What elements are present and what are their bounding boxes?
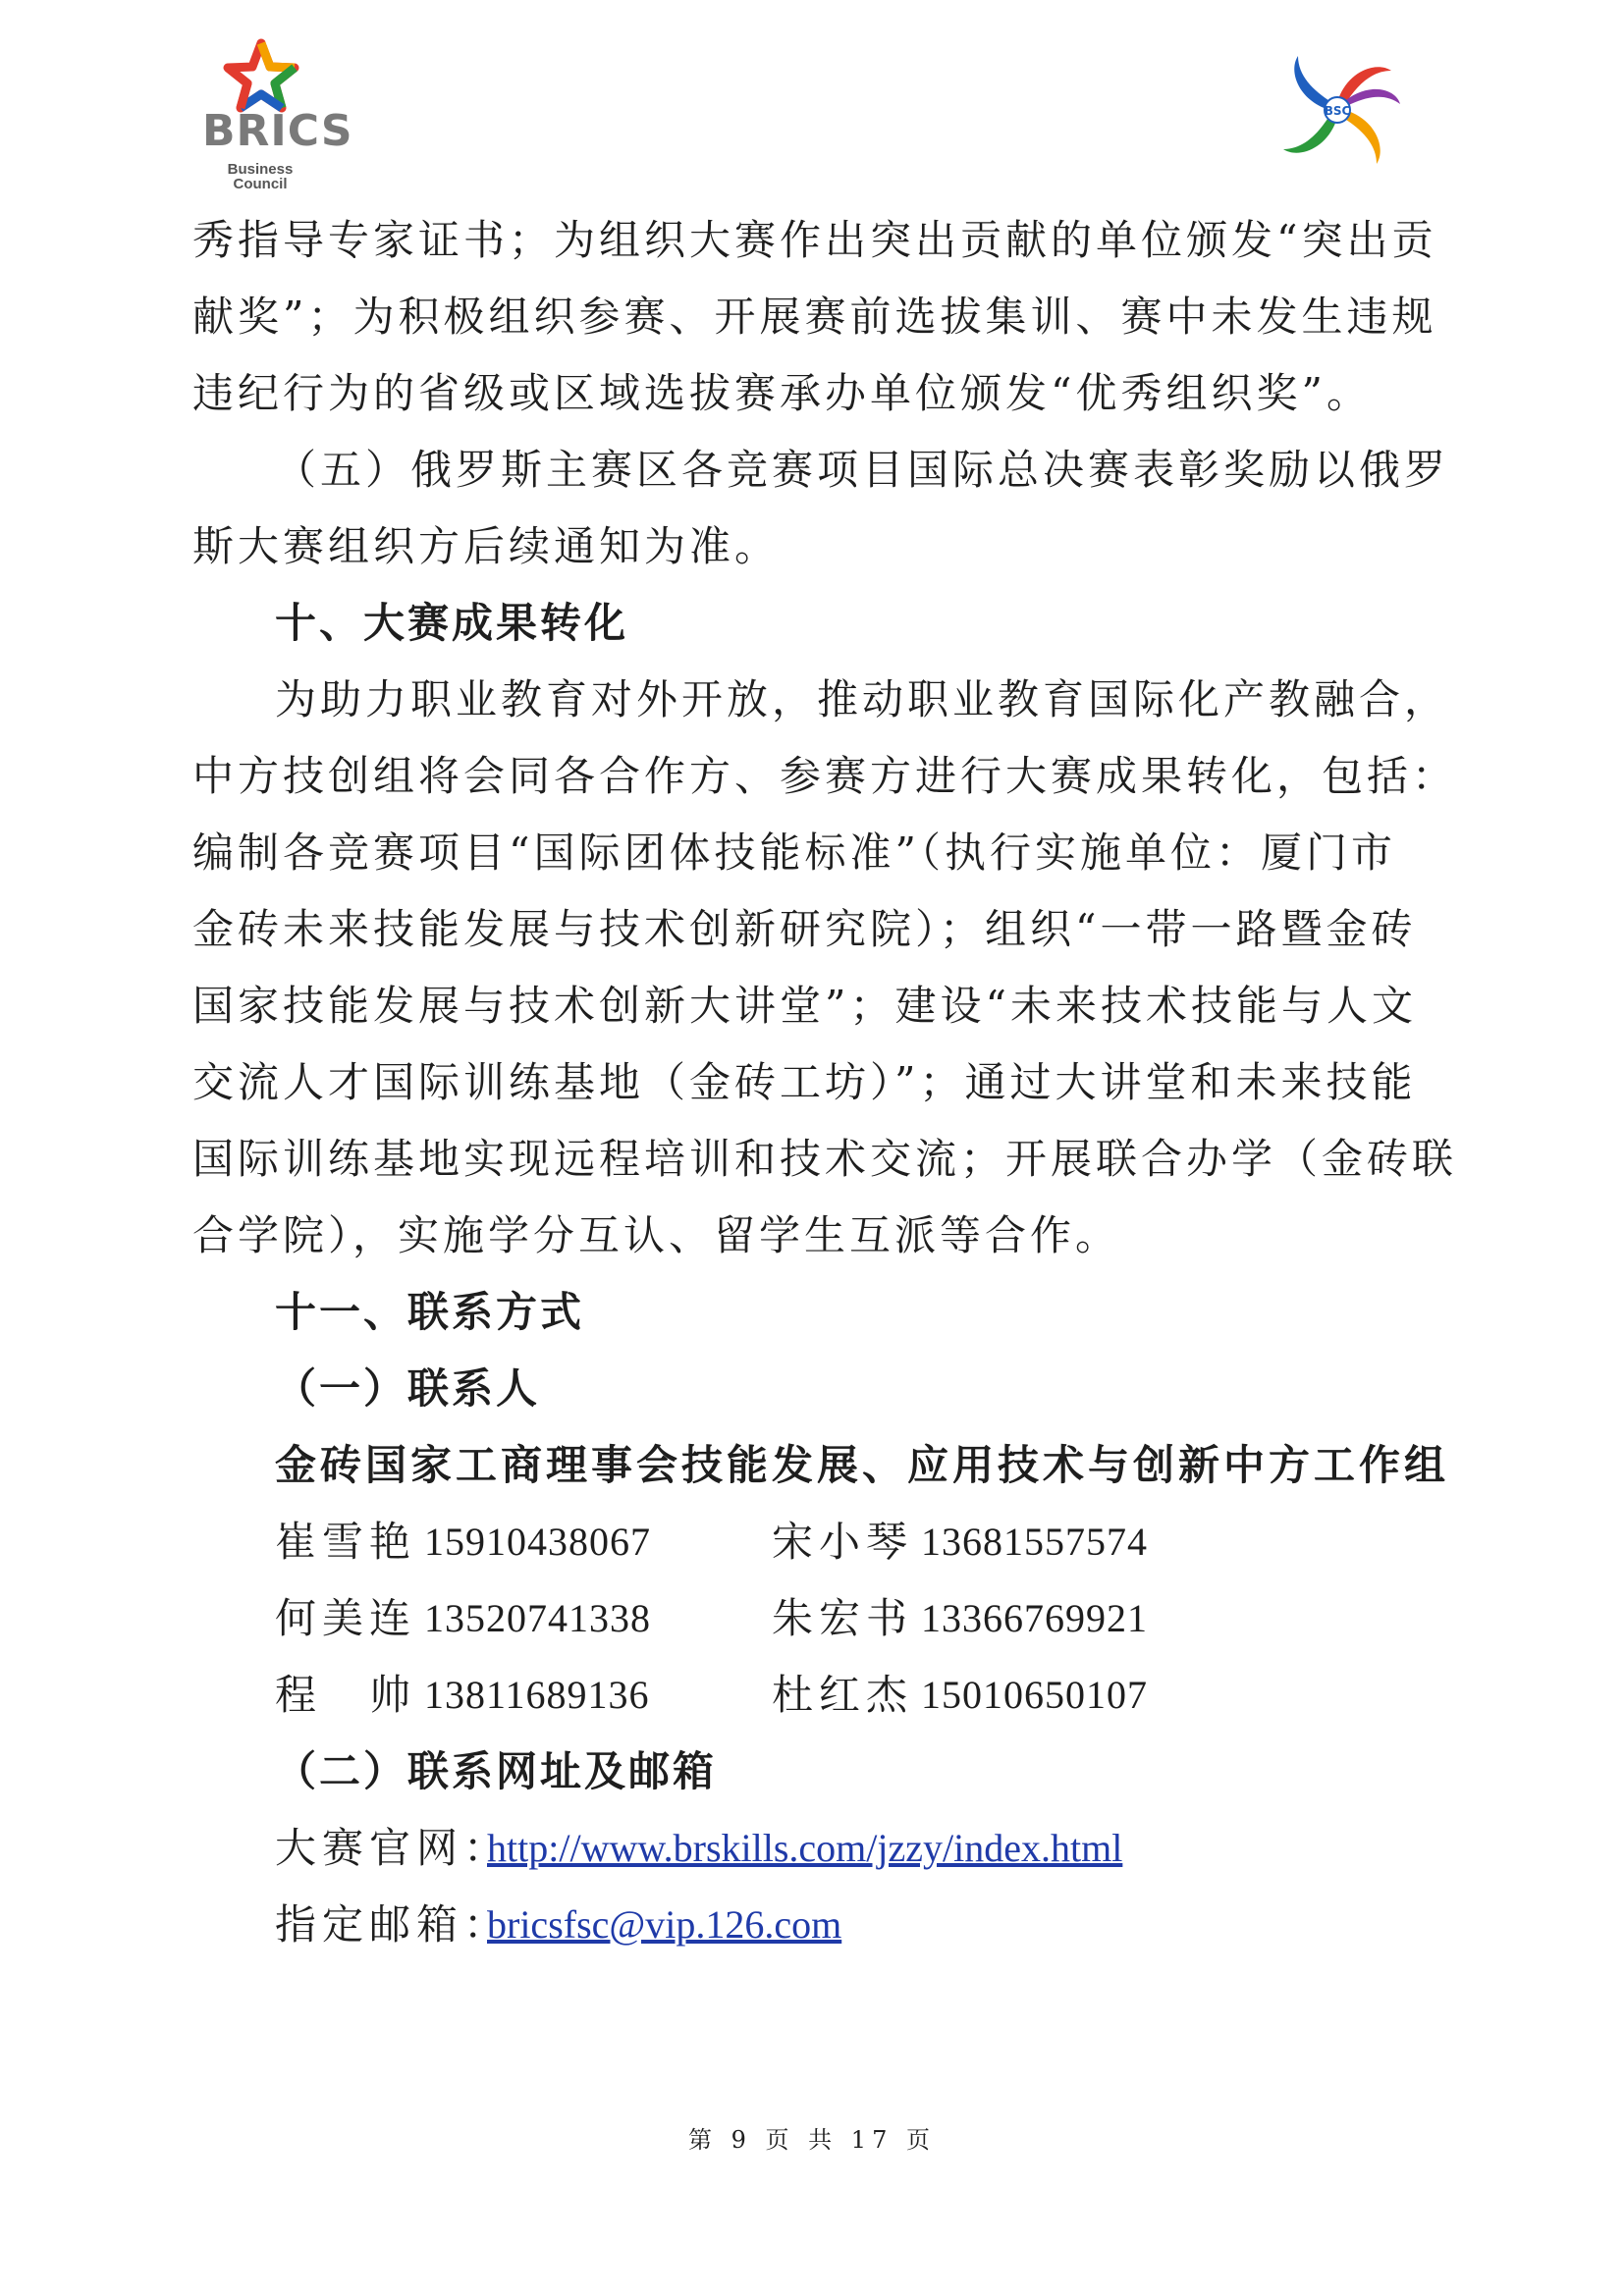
contact-name: 宋小琴 bbox=[772, 1518, 914, 1566]
subsection-title-web-email: （二）联系网址及邮箱 bbox=[275, 1747, 718, 1795]
contact-name: 杜红杰 bbox=[772, 1671, 914, 1719]
section-title-contact: 十一、联系方式 bbox=[275, 1288, 585, 1336]
text-line: 秀指导专家证书；为组织大赛作出突出贡献的单位颁发“突出贡 bbox=[192, 216, 1437, 264]
contact-name: 崔雪艳 bbox=[275, 1518, 417, 1566]
text-line: （五）俄罗斯主赛区各竞赛项目国际总决赛表彰奖励以俄罗 bbox=[275, 446, 1450, 494]
contact-name: 何美连 bbox=[275, 1594, 417, 1642]
para-russia-awards bbox=[192, 432, 1450, 585]
section-title-results-transformation: 十、大赛成果转化 bbox=[275, 599, 629, 647]
org-name: 金砖国家工商理事会技能发展、应用技术与创新中方工作组 bbox=[275, 1441, 1450, 1489]
contact-phone: 13366769921 bbox=[921, 1596, 1148, 1640]
para-results-transformation bbox=[192, 662, 1458, 1274]
contact-phone: 15010650107 bbox=[921, 1673, 1148, 1717]
text-line: 编制各竞赛项目“国际团体技能标准”（执行实施单位：厦门市 bbox=[192, 828, 1396, 877]
logo-bsc-text: BSC bbox=[1324, 104, 1351, 118]
text-line: 为助力职业教育对外开放，推动职业教育国际化产教融合， bbox=[275, 675, 1450, 723]
para-awards-continued bbox=[192, 202, 1437, 432]
contact-name: 朱宏书 bbox=[772, 1594, 914, 1642]
email-label: 指定邮箱： bbox=[275, 1900, 512, 1949]
logo-business-council-text: Business Council bbox=[227, 161, 294, 192]
contact-name: 程 帅 bbox=[275, 1671, 417, 1719]
text-line: 交流人才国际训练基地（金砖工坊）”；通过大讲堂和未来技能 bbox=[192, 1058, 1417, 1106]
text-line: 国家技能发展与技术创新大讲堂”；建设“未来技术技能与人文 bbox=[192, 982, 1417, 1030]
text-line: 金砖未来技能发展与技术创新研究院）；组织“一带一路暨金砖 bbox=[192, 905, 1417, 953]
contact-phone: 15910438067 bbox=[424, 1520, 651, 1564]
text-line: 违纪行为的省级或区域选拔赛承办单位颁发“优秀组织奖”。 bbox=[192, 369, 1372, 417]
text-line: 中方技创组将会同各合作方、参赛方进行大赛成果转化，包括： bbox=[192, 752, 1458, 800]
contact-phone: 13681557574 bbox=[921, 1520, 1148, 1564]
email-link[interactable]: bricsfsc@vip.126.com bbox=[487, 1902, 842, 1947]
logo-brics-text: BRICS bbox=[202, 106, 353, 156]
website-link[interactable]: http://www.brskills.com/jzzy/index.html bbox=[487, 1826, 1123, 1870]
text-line: 献奖”；为积极组织参赛、开展赛前选拔集训、赛中未发生违规 bbox=[192, 293, 1437, 341]
text-line: 斯大赛组织方后续通知为准。 bbox=[192, 522, 781, 570]
page-number: 第 9 页 共 17 页 bbox=[688, 2126, 936, 2154]
text-line: 国际训练基地实现远程培训和技术交流；开展联合办学（金砖联 bbox=[192, 1135, 1458, 1183]
contact-phone: 13811689136 bbox=[424, 1673, 650, 1717]
contact-phone: 13520741338 bbox=[424, 1596, 651, 1640]
website-label: 大赛官网： bbox=[275, 1824, 512, 1872]
subsection-title-contacts: （一）联系人 bbox=[275, 1364, 541, 1413]
text-line: 合学院），实施学分互认、留学生互派等合作。 bbox=[192, 1211, 1121, 1259]
bsc-swirl-logo bbox=[1272, 49, 1402, 171]
